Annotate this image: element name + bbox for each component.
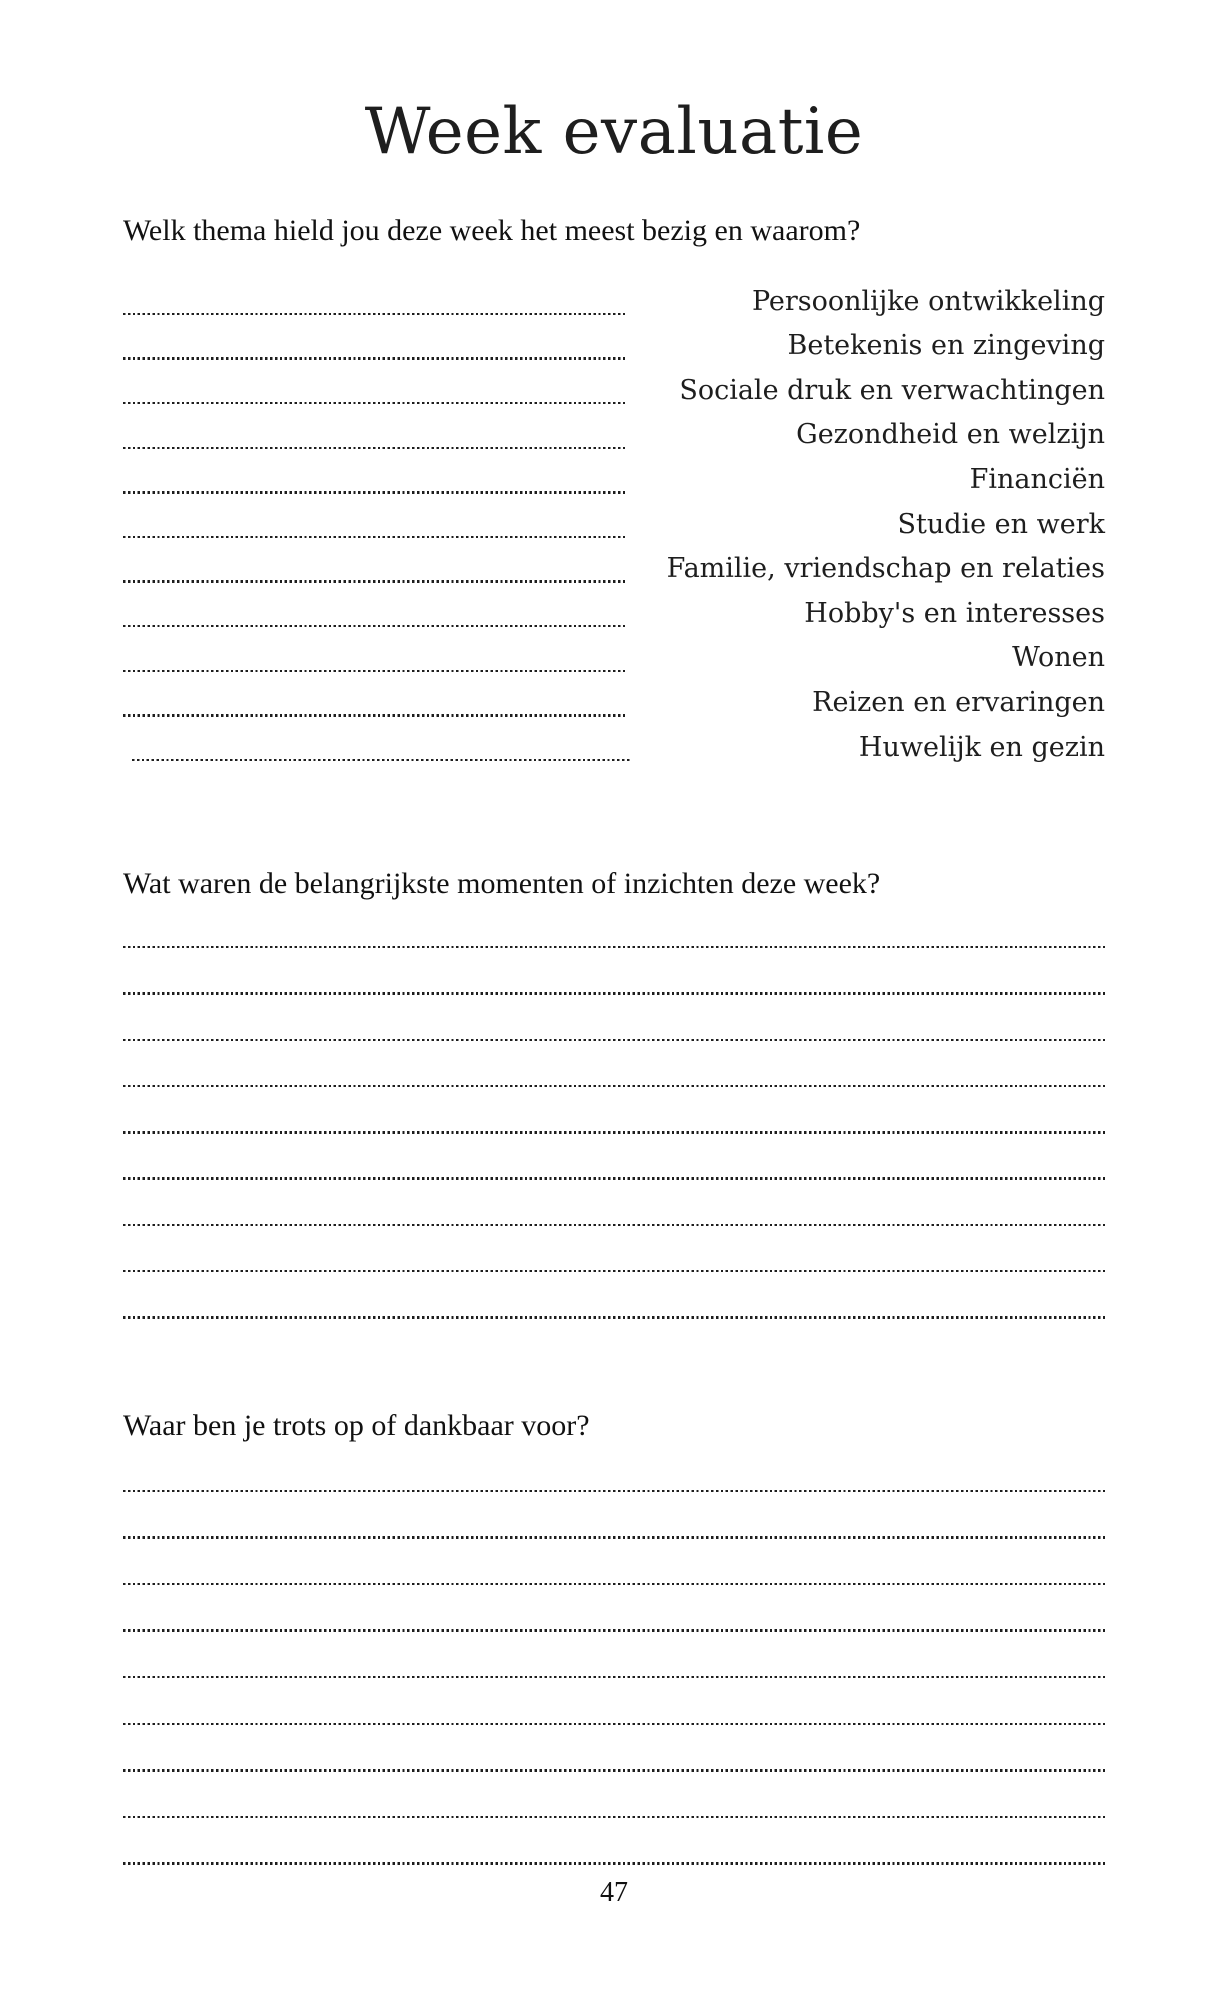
theme-row bbox=[123, 458, 1105, 503]
theme-row bbox=[123, 503, 1105, 548]
answer-line bbox=[123, 491, 625, 493]
answer-lines-section bbox=[123, 946, 1105, 1319]
answer-line bbox=[123, 1316, 1105, 1318]
answer-line bbox=[123, 1769, 1105, 1771]
theme-row bbox=[123, 280, 1105, 325]
answer-line bbox=[123, 946, 1105, 948]
theme-option: Betekenis en zingeving bbox=[787, 330, 1105, 362]
theme-option: Gezondheid en welzijn bbox=[796, 419, 1105, 451]
answer-line bbox=[123, 670, 625, 672]
theme-row bbox=[123, 636, 1105, 681]
answer-line bbox=[123, 1224, 1105, 1226]
answer-line bbox=[123, 1131, 1105, 1133]
answer-line bbox=[123, 1862, 1105, 1864]
question-theme: Welk thema hield jou deze week het meest bezig en waarom? bbox=[123, 213, 861, 247]
theme-row bbox=[123, 592, 1105, 637]
theme-option: Familie, vriendschap en relaties bbox=[666, 553, 1105, 585]
answer-lines-section bbox=[123, 1490, 1105, 1865]
theme-option: Reizen en ervaringen bbox=[812, 686, 1105, 718]
theme-option: Wonen bbox=[1012, 642, 1105, 674]
answer-line bbox=[123, 357, 625, 359]
theme-row bbox=[123, 324, 1105, 369]
question-moments: Wat waren de belangrijkste momenten of inzichten deze week? bbox=[123, 867, 881, 901]
answer-line bbox=[123, 1039, 1105, 1041]
answer-line bbox=[123, 1270, 1105, 1272]
answer-line bbox=[123, 536, 625, 538]
question-gratitude: Waar ben je trots op of dankbaar voor? bbox=[123, 1408, 590, 1442]
theme-row bbox=[123, 547, 1105, 592]
answer-line bbox=[123, 1723, 1105, 1725]
answer-line bbox=[132, 759, 632, 761]
theme-option: Studie en werk bbox=[897, 508, 1105, 540]
answer-line bbox=[123, 447, 625, 449]
page-title: Week evaluatie bbox=[364, 95, 864, 169]
theme-selection-section bbox=[123, 280, 1105, 771]
answer-line bbox=[123, 1816, 1105, 1818]
answer-line bbox=[123, 402, 625, 404]
answer-line bbox=[123, 1676, 1105, 1678]
answer-line bbox=[123, 1536, 1105, 1538]
answer-line bbox=[123, 1085, 1105, 1087]
theme-row bbox=[123, 681, 1105, 726]
theme-row bbox=[123, 413, 1105, 458]
theme-row bbox=[123, 726, 1105, 771]
answer-line bbox=[123, 1629, 1105, 1631]
answer-line bbox=[123, 313, 625, 315]
answer-line bbox=[123, 625, 625, 627]
theme-option: Persoonlijke ontwikkeling bbox=[751, 285, 1105, 317]
answer-line bbox=[123, 1583, 1105, 1585]
theme-row bbox=[123, 369, 1105, 414]
answer-line bbox=[123, 1490, 1105, 1492]
answer-line bbox=[123, 580, 625, 582]
page-number: 47 bbox=[600, 1876, 628, 1908]
theme-option: Financiën bbox=[969, 463, 1105, 495]
theme-option: Sociale druk en verwachtingen bbox=[679, 374, 1105, 406]
theme-option: Hobby's en interesses bbox=[804, 597, 1105, 629]
answer-line bbox=[123, 714, 625, 716]
answer-line bbox=[123, 1177, 1105, 1179]
theme-option: Huwelijk en gezin bbox=[858, 731, 1105, 763]
answer-line bbox=[123, 992, 1105, 994]
